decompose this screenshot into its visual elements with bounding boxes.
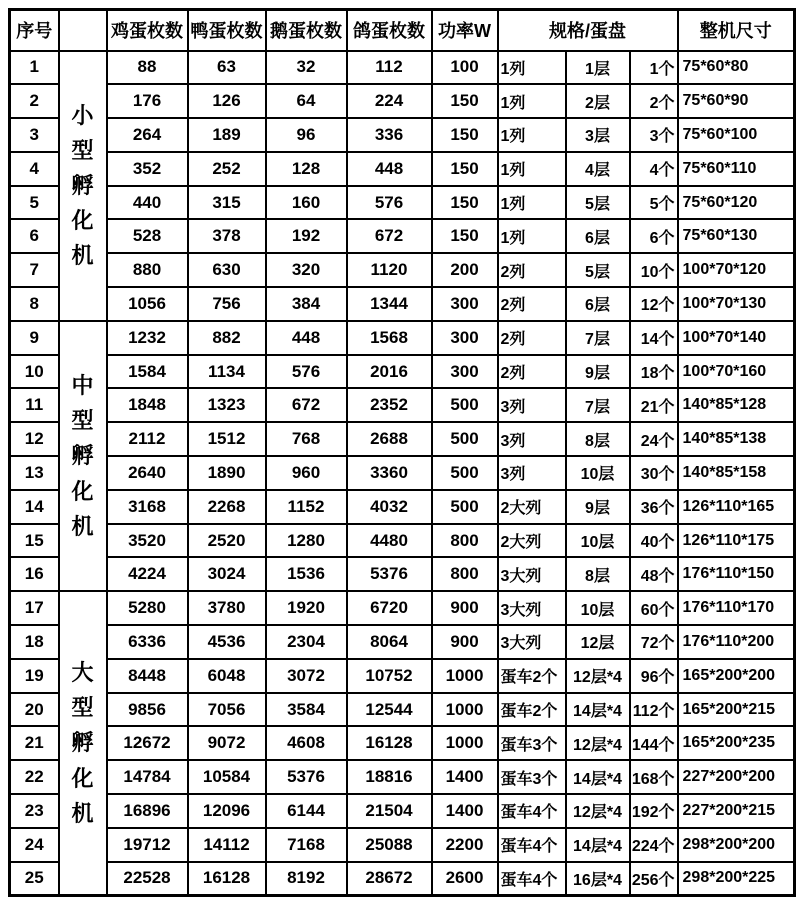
power-cell: 1400 [432,794,498,828]
spec-tray-cell: 18个 [630,355,678,389]
duck-eggs-cell: 12096 [188,794,266,828]
power-cell: 800 [432,524,498,558]
power-cell: 800 [432,557,498,591]
serial-cell: 15 [10,524,59,558]
category-cell [59,321,107,591]
goose-eggs-cell: 5376 [266,760,347,794]
size-cell: 298*200*200 [678,828,795,862]
spec-tray-cell: 224个 [630,828,678,862]
power-cell: 500 [432,422,498,456]
serial-cell: 25 [10,862,59,896]
spec-column-cell: 1列 [498,118,566,152]
pigeon-eggs-cell: 112 [347,51,432,85]
serial-cell: 3 [10,118,59,152]
spec-column-cell: 2列 [498,321,566,355]
power-cell: 1000 [432,726,498,760]
spec-tray-cell: 3个 [630,118,678,152]
goose-eggs-cell: 32 [266,51,347,85]
header-row [10,10,795,51]
chicken-eggs-cell: 176 [107,84,188,118]
pigeon-eggs-cell: 10752 [347,659,432,693]
goose-eggs-cell: 128 [266,152,347,186]
spec-column-cell: 2列 [498,253,566,287]
size-cell: 75*60*80 [678,51,795,85]
size-cell: 298*200*225 [678,862,795,896]
chicken-eggs-cell: 14784 [107,760,188,794]
serial-cell: 11 [10,388,59,422]
table-row [10,794,795,828]
spec-tray-cell: 1个 [630,51,678,85]
spec-column-cell: 3大列 [498,625,566,659]
table-row [10,321,795,355]
duck-eggs-cell: 2520 [188,524,266,558]
spec-column-cell: 3大列 [498,557,566,591]
power-cell: 900 [432,591,498,625]
duck-eggs-cell: 126 [188,84,266,118]
spec-tray-cell: 48个 [630,557,678,591]
serial-cell: 2 [10,84,59,118]
spec-layer-cell: 3层 [566,118,630,152]
table-row [10,422,795,456]
table-row [10,659,795,693]
spec-tray-cell: 168个 [630,760,678,794]
spec-column-cell: 1列 [498,84,566,118]
spec-tray-cell: 30个 [630,456,678,490]
power-cell: 500 [432,456,498,490]
goose-eggs-cell: 4608 [266,726,347,760]
chicken-eggs-cell: 528 [107,219,188,253]
table-row [10,490,795,524]
spec-tray-cell: 21个 [630,388,678,422]
table-row [10,118,795,152]
serial-cell: 12 [10,422,59,456]
chicken-eggs-cell: 880 [107,253,188,287]
duck-eggs-cell: 1512 [188,422,266,456]
spec-layer-cell: 14层*4 [566,693,630,727]
spec-tray-cell: 256个 [630,862,678,896]
size-cell: 140*85*138 [678,422,795,456]
power-cell: 150 [432,152,498,186]
chicken-eggs-cell: 9856 [107,693,188,727]
duck-eggs-cell: 3780 [188,591,266,625]
table-header [10,10,795,51]
duck-eggs-cell: 1134 [188,355,266,389]
goose-eggs-cell: 1920 [266,591,347,625]
spec-tray-cell: 40个 [630,524,678,558]
serial-cell: 19 [10,659,59,693]
spec-tray-cell: 6个 [630,219,678,253]
spec-layer-cell: 10层 [566,456,630,490]
power-cell: 2600 [432,862,498,896]
table-row [10,84,795,118]
incubator-spec-table [8,8,796,897]
pigeon-eggs-cell: 448 [347,152,432,186]
spec-tray-cell: 4个 [630,152,678,186]
table-row [10,186,795,220]
table-row [10,51,795,85]
spec-tray-cell: 60个 [630,591,678,625]
spec-layer-cell: 12层*4 [566,726,630,760]
power-cell: 100 [432,51,498,85]
table-row [10,524,795,558]
category-label: 中型孵化机 [71,373,94,539]
header-power: 功率W [432,10,498,51]
serial-cell: 21 [10,726,59,760]
category-label: 小型孵化机 [71,102,94,269]
spec-tray-cell: 2个 [630,84,678,118]
duck-eggs-cell: 252 [188,152,266,186]
duck-eggs-cell: 1323 [188,388,266,422]
table-row [10,862,795,896]
chicken-eggs-cell: 3168 [107,490,188,524]
size-cell: 227*200*200 [678,760,795,794]
spec-layer-cell: 10层 [566,591,630,625]
serial-cell: 24 [10,828,59,862]
duck-eggs-cell: 3024 [188,557,266,591]
size-cell: 165*200*215 [678,693,795,727]
chicken-eggs-cell: 6336 [107,625,188,659]
spec-layer-cell: 9层 [566,355,630,389]
header-serial: 序号 [10,10,59,51]
pigeon-eggs-cell: 2016 [347,355,432,389]
chicken-eggs-cell: 440 [107,186,188,220]
power-cell: 500 [432,490,498,524]
table-row [10,456,795,490]
spec-layer-cell: 2层 [566,84,630,118]
serial-cell: 22 [10,760,59,794]
chicken-eggs-cell: 352 [107,152,188,186]
size-cell: 227*200*215 [678,794,795,828]
table-row [10,355,795,389]
spec-column-cell: 蛋车4个 [498,794,566,828]
power-cell: 1400 [432,760,498,794]
pigeon-eggs-cell: 1120 [347,253,432,287]
pigeon-eggs-cell: 28672 [347,862,432,896]
power-cell: 150 [432,84,498,118]
spec-tray-cell: 10个 [630,253,678,287]
power-cell: 1000 [432,659,498,693]
size-cell: 75*60*90 [678,84,795,118]
size-cell: 75*60*120 [678,186,795,220]
duck-eggs-cell: 2268 [188,490,266,524]
size-cell: 165*200*235 [678,726,795,760]
header-duck-eggs: 鸭蛋枚数 [188,10,266,51]
pigeon-eggs-cell: 224 [347,84,432,118]
serial-cell: 20 [10,693,59,727]
pigeon-eggs-cell: 2352 [347,388,432,422]
spec-tray-cell: 24个 [630,422,678,456]
pigeon-eggs-cell: 576 [347,186,432,220]
pigeon-eggs-cell: 6720 [347,591,432,625]
spec-column-cell: 蛋车4个 [498,862,566,896]
power-cell: 150 [432,118,498,152]
chicken-eggs-cell: 19712 [107,828,188,862]
spec-column-cell: 1列 [498,186,566,220]
chicken-eggs-cell: 2640 [107,456,188,490]
pigeon-eggs-cell: 4480 [347,524,432,558]
pigeon-eggs-cell: 1344 [347,287,432,321]
pigeon-eggs-cell: 21504 [347,794,432,828]
pigeon-eggs-cell: 3360 [347,456,432,490]
chicken-eggs-cell: 8448 [107,659,188,693]
duck-eggs-cell: 6048 [188,659,266,693]
goose-eggs-cell: 2304 [266,625,347,659]
spec-layer-cell: 7层 [566,321,630,355]
goose-eggs-cell: 1280 [266,524,347,558]
serial-cell: 16 [10,557,59,591]
goose-eggs-cell: 960 [266,456,347,490]
spec-column-cell: 2列 [498,355,566,389]
spec-layer-cell: 8层 [566,422,630,456]
spec-layer-cell: 16层*4 [566,862,630,896]
goose-eggs-cell: 448 [266,321,347,355]
duck-eggs-cell: 189 [188,118,266,152]
goose-eggs-cell: 768 [266,422,347,456]
spec-column-cell: 蛋车2个 [498,659,566,693]
spec-layer-cell: 12层 [566,625,630,659]
pigeon-eggs-cell: 336 [347,118,432,152]
spec-column-cell: 蛋车3个 [498,760,566,794]
serial-cell: 18 [10,625,59,659]
serial-cell: 10 [10,355,59,389]
spec-layer-cell: 10层 [566,524,630,558]
spec-layer-cell: 12层*4 [566,794,630,828]
spec-layer-cell: 12层*4 [566,659,630,693]
goose-eggs-cell: 96 [266,118,347,152]
table-row [10,828,795,862]
pigeon-eggs-cell: 5376 [347,557,432,591]
serial-cell: 7 [10,253,59,287]
power-cell: 300 [432,287,498,321]
serial-cell: 14 [10,490,59,524]
duck-eggs-cell: 9072 [188,726,266,760]
spec-tray-cell: 5个 [630,186,678,220]
size-cell: 100*70*160 [678,355,795,389]
goose-eggs-cell: 160 [266,186,347,220]
table-row [10,557,795,591]
pigeon-eggs-cell: 12544 [347,693,432,727]
duck-eggs-cell: 63 [188,51,266,85]
chicken-eggs-cell: 264 [107,118,188,152]
size-cell: 140*85*128 [678,388,795,422]
goose-eggs-cell: 1152 [266,490,347,524]
spec-tray-cell: 192个 [630,794,678,828]
spec-column-cell: 1列 [498,152,566,186]
duck-eggs-cell: 630 [188,253,266,287]
table-row [10,253,795,287]
spec-layer-cell: 4层 [566,152,630,186]
power-cell: 200 [432,253,498,287]
table-row [10,625,795,659]
duck-eggs-cell: 378 [188,219,266,253]
spec-tray-cell: 36个 [630,490,678,524]
spec-layer-cell: 8层 [566,557,630,591]
spec-column-cell: 3列 [498,422,566,456]
goose-eggs-cell: 1536 [266,557,347,591]
spec-layer-cell: 7层 [566,388,630,422]
header-size: 整机尺寸 [678,10,795,51]
spec-column-cell: 2大列 [498,524,566,558]
size-cell: 176*110*150 [678,557,795,591]
goose-eggs-cell: 3072 [266,659,347,693]
spec-layer-cell: 6层 [566,219,630,253]
size-cell: 100*70*140 [678,321,795,355]
size-cell: 75*60*130 [678,219,795,253]
goose-eggs-cell: 3584 [266,693,347,727]
pigeon-eggs-cell: 1568 [347,321,432,355]
power-cell: 300 [432,355,498,389]
size-cell: 126*110*165 [678,490,795,524]
serial-cell: 23 [10,794,59,828]
duck-eggs-cell: 1890 [188,456,266,490]
chicken-eggs-cell: 1848 [107,388,188,422]
spec-column-cell: 3大列 [498,591,566,625]
header-category [59,10,107,51]
chicken-eggs-cell: 2112 [107,422,188,456]
pigeon-eggs-cell: 8064 [347,625,432,659]
goose-eggs-cell: 672 [266,388,347,422]
table-row [10,693,795,727]
spec-tray-cell: 14个 [630,321,678,355]
spec-layer-cell: 14层*4 [566,828,630,862]
size-cell: 100*70*120 [678,253,795,287]
serial-cell: 8 [10,287,59,321]
goose-eggs-cell: 192 [266,219,347,253]
spec-tray-cell: 144个 [630,726,678,760]
spec-layer-cell: 6层 [566,287,630,321]
spec-layer-cell: 5层 [566,253,630,287]
chicken-eggs-cell: 4224 [107,557,188,591]
spec-tray-cell: 12个 [630,287,678,321]
header-spec-tray: 规格/蛋盘 [498,10,678,51]
spec-layer-cell: 1层 [566,51,630,85]
power-cell: 150 [432,186,498,220]
goose-eggs-cell: 320 [266,253,347,287]
duck-eggs-cell: 10584 [188,760,266,794]
spec-layer-cell: 5层 [566,186,630,220]
spec-tray-cell: 96个 [630,659,678,693]
spec-tray-cell: 112个 [630,693,678,727]
pigeon-eggs-cell: 672 [347,219,432,253]
chicken-eggs-cell: 88 [107,51,188,85]
serial-cell: 4 [10,152,59,186]
size-cell: 176*110*200 [678,625,795,659]
pigeon-eggs-cell: 2688 [347,422,432,456]
chicken-eggs-cell: 3520 [107,524,188,558]
chicken-eggs-cell: 1056 [107,287,188,321]
duck-eggs-cell: 16128 [188,862,266,896]
spec-column-cell: 2列 [498,287,566,321]
serial-cell: 13 [10,456,59,490]
power-cell: 150 [432,219,498,253]
goose-eggs-cell: 7168 [266,828,347,862]
size-cell: 75*60*110 [678,152,795,186]
duck-eggs-cell: 882 [188,321,266,355]
spec-column-cell: 蛋车3个 [498,726,566,760]
serial-cell: 9 [10,321,59,355]
chicken-eggs-cell: 1584 [107,355,188,389]
spec-column-cell: 1列 [498,51,566,85]
size-cell: 165*200*200 [678,659,795,693]
goose-eggs-cell: 64 [266,84,347,118]
table-row [10,726,795,760]
category-cell [59,51,107,321]
spec-column-cell: 3列 [498,388,566,422]
power-cell: 500 [432,388,498,422]
header-pigeon-eggs: 鸽蛋枚数 [347,10,432,51]
duck-eggs-cell: 4536 [188,625,266,659]
header-goose-eggs: 鹅蛋枚数 [266,10,347,51]
serial-cell: 5 [10,186,59,220]
category-label: 大型孵化机 [71,660,94,826]
category-cell [59,591,107,895]
spec-layer-cell: 9层 [566,490,630,524]
spec-layer-cell: 14层*4 [566,760,630,794]
header-chicken-eggs: 鸡蛋枚数 [107,10,188,51]
table-row [10,287,795,321]
duck-eggs-cell: 14112 [188,828,266,862]
pigeon-eggs-cell: 18816 [347,760,432,794]
table-row [10,219,795,253]
goose-eggs-cell: 6144 [266,794,347,828]
pigeon-eggs-cell: 16128 [347,726,432,760]
goose-eggs-cell: 576 [266,355,347,389]
duck-eggs-cell: 7056 [188,693,266,727]
chicken-eggs-cell: 16896 [107,794,188,828]
serial-cell: 1 [10,51,59,85]
spec-column-cell: 1列 [498,219,566,253]
pigeon-eggs-cell: 4032 [347,490,432,524]
power-cell: 1000 [432,693,498,727]
goose-eggs-cell: 384 [266,287,347,321]
serial-cell: 17 [10,591,59,625]
table-row [10,152,795,186]
spec-column-cell: 蛋车4个 [498,828,566,862]
table-row [10,760,795,794]
spec-column-cell: 2大列 [498,490,566,524]
power-cell: 900 [432,625,498,659]
goose-eggs-cell: 8192 [266,862,347,896]
power-cell: 300 [432,321,498,355]
chicken-eggs-cell: 5280 [107,591,188,625]
duck-eggs-cell: 756 [188,287,266,321]
power-cell: 2200 [432,828,498,862]
table-body [10,51,795,896]
table-row [10,591,795,625]
serial-cell: 6 [10,219,59,253]
chicken-eggs-cell: 22528 [107,862,188,896]
table-row [10,388,795,422]
chicken-eggs-cell: 1232 [107,321,188,355]
spec-column-cell: 3列 [498,456,566,490]
spec-tray-cell: 72个 [630,625,678,659]
spec-column-cell: 蛋车2个 [498,693,566,727]
size-cell: 140*85*158 [678,456,795,490]
size-cell: 100*70*130 [678,287,795,321]
size-cell: 176*110*170 [678,591,795,625]
size-cell: 126*110*175 [678,524,795,558]
pigeon-eggs-cell: 25088 [347,828,432,862]
duck-eggs-cell: 315 [188,186,266,220]
size-cell: 75*60*100 [678,118,795,152]
chicken-eggs-cell: 12672 [107,726,188,760]
